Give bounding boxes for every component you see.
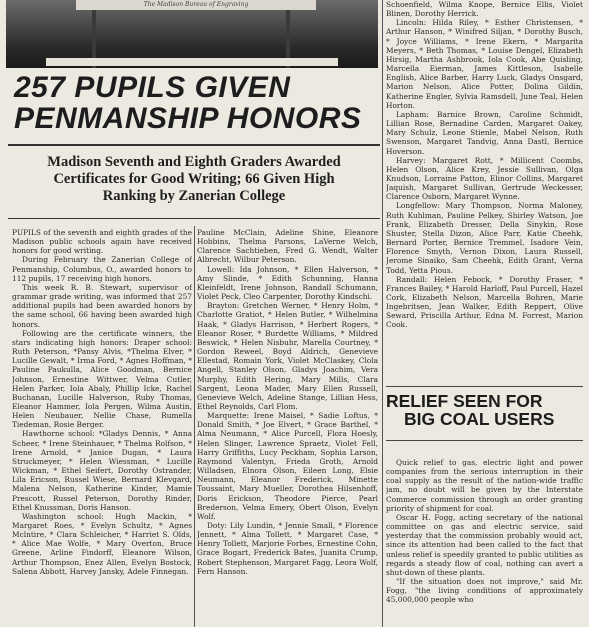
relief-article-column — [386, 458, 583, 627]
paragraph-5: Hawthorne school: *Gladys Dennis, * Anna Scheer, * Irene Steinhauer, * Thelma Rolfson, * Irene Arnold, * Janice Dugan, * Laura Struckmeyer, * Helen Wiessman, * Lucille Wickman, * Ethel Seifert, Dorothy Ostrander, Lila Ericson, Russel Wiese, Bernard Klevgard, Malena Nelson, Katherine Kinder, Mamie Prescott, Russel Peterson, Dorothy Rinder, Ethel Knussman, Doris Hanson. — [12, 429, 192, 512]
column-divider — [194, 226, 195, 627]
section-rule — [386, 386, 583, 387]
subhead-rule — [8, 218, 380, 219]
paragraph-20: "If the situation does not improve," said Mr. Fogg, "the living conditions of approximately 45,000,000 people who — [386, 577, 583, 605]
relief-headline-line-2: BIG COAL USERS — [404, 409, 555, 429]
subhead-line-1: Madison Seventh and Eighth Graders Awarded — [47, 154, 341, 170]
paragraph-9: Brayton: Gretchen Werner, * Henry Holm, * Charlotte Gratiot, * Helen Butler, * Wilhelmina Haak, * Gladys Harrison, * Herbert Rogers, * Eleanor Roser, * Burdette Williams, * Mildred Beswick, * Helen Nisbuhr, Marella Courtney, * Gordon Reweel, Boyd Aldrich, Genevieve Ellestad, Romain York, Violet McClaskey, Clola Angell, Stanley Olson, Gladys Joachim, Vera Murphy, Edith Hering, Mary Mills, Clara Sargent, Leona Mader, Mary Ellen Russell, Genevieve Welch, Adeline Stange, Lillian Hess, Ethel Reynolds, Carl Flom. — [197, 301, 378, 411]
paragraph-16: Longfellow: Mary Thompson, Norma Maloney, Ruth Kuhlman, Pauline Pelkey, Shirley Watson, Joe Frank, Elizabeth Dresser, Della Sinykin, Rose Shuster, Stella Dizon, Alice Parr, Katie Cheehk, Bernard Porter, Bernice Tremmel, Isadore Vein, Florence Smyth, Vernon Dixon, Laura Russell, Jerome Sinaiko, Sam Cheehk, Edith Grant, Verna Todd, Yetta Pious. — [386, 201, 583, 275]
paragraph-7: Pauline McClain, Adeline Shine, Eleanore Hobbins, Thelma Parsons, LaVerne Welch, Clarence Sachtieben, Fred G. Wendt, Walter Albrecht, Wilbur Peterson. — [197, 228, 378, 265]
paragraph-15: Harvey: Margaret Rott, * Millicent Coombs, Helen Olson, Alice Krey, Jessie Sullivan, Olga Knudson, Lorraine Patton, Elinor Collins, Margaret Jaquish, Margaret Sullivan, Gertrude Weckesser, Clarence Osborn, Margaret Wynne. — [386, 155, 583, 202]
subhead-line-2: Certificates for Good Writing; 66 Given High — [53, 171, 335, 187]
subhead-line-3: Ranking by Zanerian College — [102, 188, 286, 204]
photo-strip — [6, 0, 378, 68]
photo-caption: The Madison Bureau of Engraving — [76, 0, 316, 10]
paragraph-2: During February the Zanerian College of Penmanship, Columbus, O., awarded honors to 112 pupils, 17 receiving high honors. — [12, 255, 192, 283]
headline-line-1: 257 PUPILS GIVEN — [14, 71, 291, 104]
relief-headline-line-1: RELIEF SEEN FOR — [386, 391, 543, 411]
headline-rule — [8, 144, 380, 146]
paragraph-4: Following are the certificate winners, the stars indicating high honors: Draper school: Ruth Peterson, *Pansy Alvis, *Thelma Elver, * Lucille Gewalt, * Irma Ford, * Agnes Hoffman, * Pauline Paukulla, Alice Goodman, Bernice Johnson, Ernestine Wittwer, Velma Cutler, Helen Parker, Iola Abaly, Phillip Icke, Rachel Buchanan, Lucille Halverson, Ruby Thomas, Eleanor Hammer, Iola Pergen, Wilma Austin, Helen Neubauer, Nellie Chase, Rumella Tiedeman, Rosie Berger. — [12, 328, 192, 430]
paragraph-13: Lincoln: Hilda Riley, * Esther Christensen, * Arthur Hanson, * Winifred Siljan, * Dorothy Busch, * Joyce Williams, * Irene Ekern, * Margarita Meyers, * Beth Thomas, * Louise Dengel, Elizabeth Hirsig, Martha Ashbrook, Iola Cook, Abe Quisling, Marcella Eierman, James Kittleson, Isabelle English, Alice Barber, Harry Luck, Gladys Onsgard, Marion Nelson, Alice Potter, Dolina Gildin, Katherine Engler, Sylvia Ramsdell, June Teal, Helen Horton. — [386, 18, 583, 110]
article-column-3 — [386, 0, 583, 380]
paragraph-3: This week R. B. Stewart, supervisor of grammar grade writing, was informed that 257 additional pupils had been awarded honors by the same school, 66 having been awarded high honors. — [12, 282, 192, 329]
article-column-1 — [12, 228, 192, 627]
paragraph-11: Doty: Lily Lundin, * Jennie Small, * Florence Jennett, * Alma Tollett, * Margaret Case, * Henry Tollett, Marjorie Forbes, Ernestine Cohn, Grace Bogart, Frederick Bates, Juanita Crump, Robert Stephenson, Margaret Fagg, Leora Wolf, Fern Hanson. — [197, 521, 378, 576]
paragraph-17: Randall: Helen Febock, * Dorothy Fraser, * Frances Bailey, * Harold Harloff, Paul Purcell, Hazel Cork, Elizabeth Nelson, Marcella Bohren, Marie Ingebritsen, Jean Walker, Edith Reppert, Olive Seward, Priscilla Arthur, Edna M. Forrest, Marion Cook. — [386, 274, 583, 330]
paragraph-10: Marquette: Irene Maisel, * Sadie Loftus, * Donald Smith, * Joe Elvert, * Grace Barthel, * Alma Neumann, * Alice Purcell, Flora Hoesly, Helen Slinger, Lawrence Spraetz, Violet Fell, Harry Griffiths, Lucy Peckham, Sophia Larson, Raymond Valentyn, Frieda Groth, Arnold Willadsen, Elnora Olson, Eileen Long, Elsie Neumann, Eleanor Frederick, Minette Toussaint, Mary Mueller, Dorothea Hilsenhoff, Doris Erickson, Theodore Pierce, Pearl Brederson, Velma Emery, Obert Olson, Evelyn Wolf. — [197, 411, 378, 521]
paragraph-18: Quick relief to gas, electric light and power companies from the serious interruption in their coal supply as the result of the nation-wide traffic jam, no doubt will be given by the Interstate Commerce commission through an order granting priority of shipment for coal. — [386, 458, 583, 513]
paragraph-12: Schoenfield, Wilma Knope, Bernice Ellis, Violet Blinen, Dorothy Herrick. — [386, 0, 583, 19]
paragraph-14: Lapham: Barnice Brown, Caroline Schmidt, Lillian Rose, Bernadine Carden, Margaret Oakey, Mary Schulz, Leone Stienle, Mabel Nelson, Ruth Swenson, Margaret Tandvig, Anna Dastl, Bernice Hoverson. — [386, 109, 583, 156]
relief-rule — [386, 440, 583, 441]
article-subhead — [12, 154, 376, 205]
headline-line-2: PENMANSHIP HONORS — [14, 102, 362, 135]
photo-legend-band — [46, 58, 338, 66]
relief-headline — [386, 392, 583, 452]
paragraph-1: PUPILS of the seventh and eighth grades of the Madison public schools again have received honors for good writing. — [12, 228, 192, 256]
paragraph-8: Lowell: Ida Johnson, * Ellen Halverson, * Amy Slinde, * Edith Schunning, Hanna Kleinfeldt, Irene Johnson, Randall Schumann, Violet Peck, Cleo Carpenter, Dorothy Kindschi. — [197, 264, 378, 302]
column-divider — [382, 0, 383, 627]
article-headline — [14, 72, 374, 134]
paragraph-19: Oscar H. Fogg, acting secretary of the national committee on gas and electric service, said yesterday that the commission probably would act, since its attention had been called to the fact that unless relief is speedily granted to public utilities as regards a steady flow of coal, nothing can avert a shut-down of these plants. — [386, 512, 583, 577]
article-column-2 — [197, 228, 378, 627]
paragraph-6: Washington school: Hugh Mackin, * Margaret Roes, * Evelyn Schultz, * Agnes Mclntire, * Clara Schleicher, * Harriet S. Olds, * Alice Mae Wolfe, * Mary Overton, Bruce Greene, Arline Findorff, Eleanore Wilson, Arthur Thompson, Enez Allen, Evelyn Bostock, Salena Abbott, Harvey Jansky, Adele Finnegan. — [12, 511, 192, 576]
